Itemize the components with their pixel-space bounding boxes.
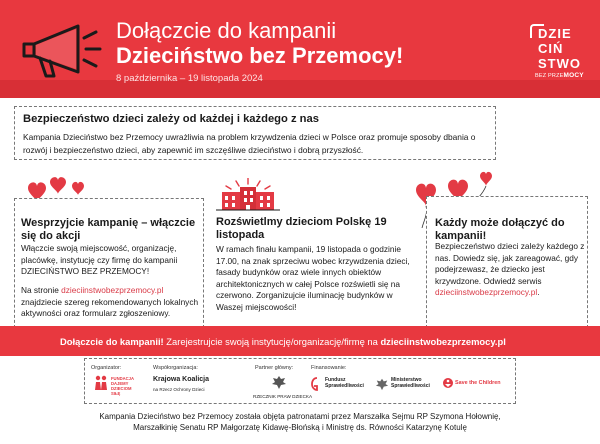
- campaign-service-link[interactable]: dzieciinstwobezprzemocy.pl: [435, 287, 538, 298]
- organizer-name: FUNDACJA DAJEMY DZIECIOM SIŁĘ: [111, 376, 134, 396]
- logo-letters-line1: DZIE: [538, 26, 572, 41]
- support-campaign-box: [14, 198, 204, 328]
- logo-subtitle-suffix: MOCY: [563, 72, 584, 79]
- call-to-action-middle: Zarejestrujcie swoją instytucję/organizację/firmę na: [163, 336, 381, 347]
- logo-subtitle: [535, 72, 584, 79]
- logo-subtitle-prefix: BEZ PRZE: [535, 73, 564, 79]
- anyone-can-join-text: [435, 241, 585, 299]
- support-campaign-text-2-pre: Na stronie: [21, 285, 62, 295]
- support-campaign-text-2: [21, 285, 203, 320]
- co-organizer-label: Współorganizacja:: [153, 365, 198, 371]
- call-to-action-link[interactable]: dzieciinstwobezprzemocy.pl: [380, 336, 506, 347]
- save-the-children-name: Save the Children: [455, 380, 501, 386]
- partners-box: [84, 358, 516, 404]
- campaign-website-link[interactable]: dzieciinstwobezprzemocy.pl: [61, 285, 164, 295]
- megaphone-icon: [14, 14, 106, 86]
- call-to-action-text: [60, 336, 506, 347]
- co-organizer-name-1: Krajowa Koalicja: [153, 376, 210, 383]
- campaign-title-line1: Dołączcie do kampanii: [116, 18, 337, 43]
- organizer-label: Organizator:: [91, 365, 122, 371]
- logo-letters-line3: STWO: [538, 56, 581, 71]
- intro-text: Kampania Dzieciństwo bez Przemocy uwrażliwia na problem krzywdzenia dzieci w Polsce oraz promuje sposoby dbania o rozwój i bezpieczeństwo dzieci, aby zapewnić im szczęśliwe dzieciństwo i dobrą przyszłość.: [23, 132, 476, 155]
- campaign-logo: [530, 24, 588, 84]
- intro-box: [14, 106, 496, 160]
- support-campaign-heading: Wesprzyjcie kampanię – włączcie się do akcji: [21, 217, 196, 242]
- fund-logo-icon: [311, 377, 323, 391]
- building-icon: [214, 178, 282, 212]
- logo-letters: [538, 26, 581, 71]
- ministry-name-1: Ministerstwo: [391, 377, 422, 383]
- anyone-can-join-text-end: .: [537, 287, 540, 298]
- patronage-text: Kampania Dzieciństwo bez Przemocy została objęta patronatami przez Marszałka Sejmu RP Szymona Hołownię, Marszałkinię Senatu RP Małgorzatę Kidawę-Błońską i Ministrę ds. Równości Katarzynę Kotulę: [99, 412, 501, 432]
- ministry-name-2: Sprawiedliwości: [391, 383, 430, 389]
- patronage-footer: [84, 408, 516, 438]
- eagle-emblem-icon: [375, 376, 389, 392]
- co-organizer-name-2: na Rzecz Ochrony Dzieci: [153, 387, 205, 392]
- intro-heading: Bezpieczeństwo dzieci zależy od każdej i każdego z nas: [23, 113, 319, 125]
- save-the-children-icon: [443, 378, 453, 388]
- logo-letters-line2: CIŃ: [538, 41, 564, 56]
- light-up-heading: Rozświetlmy dzieciom Polskę 19 listopada: [216, 216, 387, 241]
- main-partner-name: RZECZNIK PRAW DZIECKA: [253, 394, 313, 399]
- light-up-text: W ramach finału kampanii, 19 listopada o godzinie 17.00, na znak sprzeciwu wobec krzywdzenia dzieci, fasady budynków oraz wiele innych obiektów architektonicznych w całej Polsce rozświetli się na czerwono. Zorganizujcie iluminację budynków w Waszej miejscowości!: [216, 244, 410, 312]
- funding-label: Finansowanie:: [311, 365, 347, 371]
- support-campaign-text-2-post: znajdziecie szereg rekomendowanych lokalnych aktywności oraz formularz zgłoszeniowy.: [21, 296, 199, 319]
- support-campaign-text: Włączcie swoją miejscowość, organizację, placówkę, instytucję czy firmę do kampanii DZIECIŃSTWO BEZ PRZEMOCY!: [21, 243, 178, 277]
- call-to-action-bold: Dołączcie do kampanii!: [60, 336, 164, 347]
- eagle-emblem-icon: [271, 374, 287, 390]
- campaign-dates: 8 października – 19 listopada 2024: [116, 73, 263, 84]
- fund-name-2: Sprawiedliwości: [325, 383, 364, 389]
- anyone-can-join-box: [426, 196, 588, 328]
- fund-name-1: Fundusz: [325, 377, 346, 383]
- organizer-logo-icon: [93, 374, 109, 390]
- anyone-can-join-text-main: Bezpieczeństwo dzieci zależy każdego z nas. Dowiedz się, jak zareagować, gdy podejrzewasz, że dziecko jest krzywdzone. Odwiedź serwis: [435, 241, 585, 286]
- anyone-can-join-heading: Każdy może dołączyć do kampanii!: [435, 217, 565, 242]
- main-partner-label: Partner główny:: [255, 365, 294, 371]
- campaign-title-line2: Dzieciństwo bez Przemocy!: [116, 43, 404, 68]
